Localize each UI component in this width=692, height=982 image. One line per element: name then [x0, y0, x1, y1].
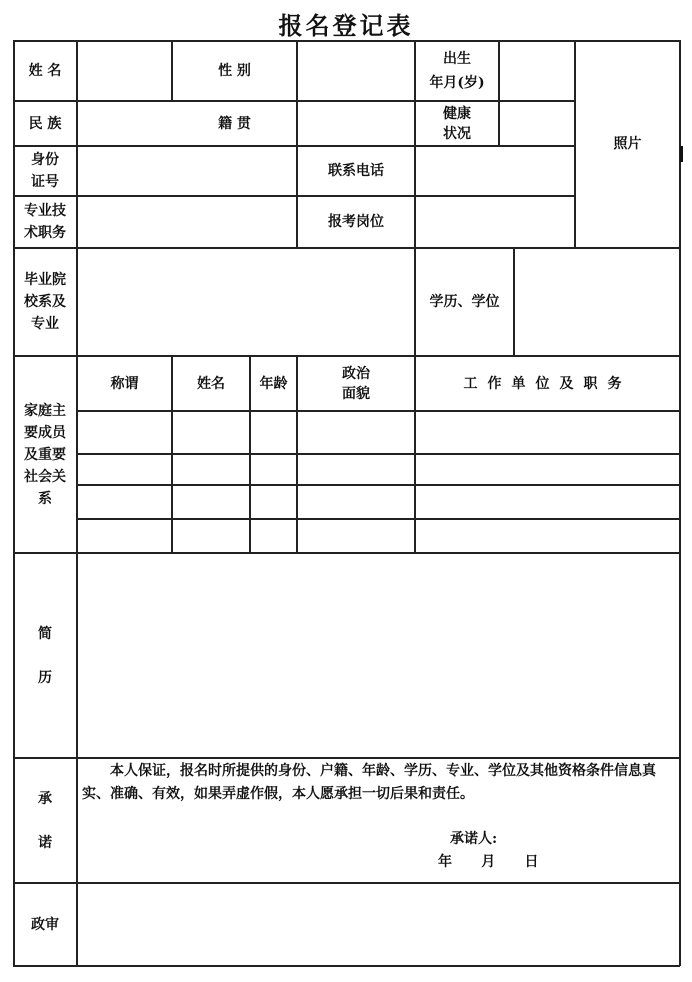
row-divider [77, 410, 680, 412]
field-education-degree[interactable] [515, 249, 679, 355]
row-divider [77, 453, 680, 455]
field-ethnicity[interactable] [78, 102, 171, 145]
field-resume[interactable] [78, 554, 679, 757]
field-school-major[interactable] [78, 249, 414, 355]
field-political-review[interactable] [78, 884, 679, 965]
label-ethnicity: 民 族 [28, 115, 62, 132]
table-border-bottom [13, 965, 680, 967]
label-phone: 联系电话 [328, 163, 384, 179]
label-family: 家庭主 要成员 及重要 社会关 系 [24, 402, 66, 507]
family-header-age: 年龄 [259, 375, 288, 392]
label-resume: 简 历 [38, 625, 52, 686]
field-id-number[interactable] [78, 147, 296, 195]
row-divider [77, 484, 680, 486]
label-gender: 性 别 [218, 62, 251, 79]
field-professional-title[interactable] [78, 197, 296, 247]
promise-date-label: 年 月 日 [438, 854, 539, 870]
family-header-work-unit: 工作单位及职务 [463, 375, 632, 392]
field-birth[interactable] [500, 41, 574, 100]
form-title: 报名登记表 [278, 11, 414, 40]
label-education-degree: 学历、学位 [429, 294, 500, 310]
label-birth: 出生 年月(岁) [429, 50, 485, 91]
field-native-place[interactable] [298, 102, 414, 145]
label-id-number: 身份 证号 [31, 152, 59, 190]
row-divider [77, 518, 680, 520]
label-political-review: 政审 [31, 916, 59, 933]
field-phone[interactable] [416, 147, 574, 195]
promise-signer-label: 承诺人: [450, 831, 498, 847]
family-header-name: 姓名 [197, 375, 225, 392]
field-name[interactable] [78, 41, 171, 100]
label-professional-title: 专业技 术职务 [24, 203, 66, 241]
field-health[interactable] [500, 102, 574, 145]
table-border-right [679, 40, 681, 966]
field-applied-post[interactable] [416, 197, 574, 247]
field-gender[interactable] [298, 41, 414, 100]
edge-mark [680, 146, 683, 162]
row-divider [13, 757, 680, 759]
family-header-political-status: 政治 面貌 [342, 365, 370, 402]
label-name: 姓 名 [28, 62, 62, 79]
label-school-major: 毕业院 校系及 专业 [24, 272, 66, 332]
label-applied-post: 报考岗位 [328, 214, 384, 230]
family-header-relation: 称谓 [110, 375, 139, 392]
label-photo: 照片 [613, 136, 642, 152]
label-native-place: 籍 贯 [218, 115, 251, 132]
label-promise: 承 诺 [38, 790, 52, 851]
promise-statement: 本人保证，报名时所提供的身份、户籍、年龄、学历、专业、学位及其他资格条件信息真实、准确、有效，如果弄虚作假，本人愿承担一切后果和责任。 [82, 763, 656, 802]
label-health: 健康 状况 [443, 105, 471, 142]
